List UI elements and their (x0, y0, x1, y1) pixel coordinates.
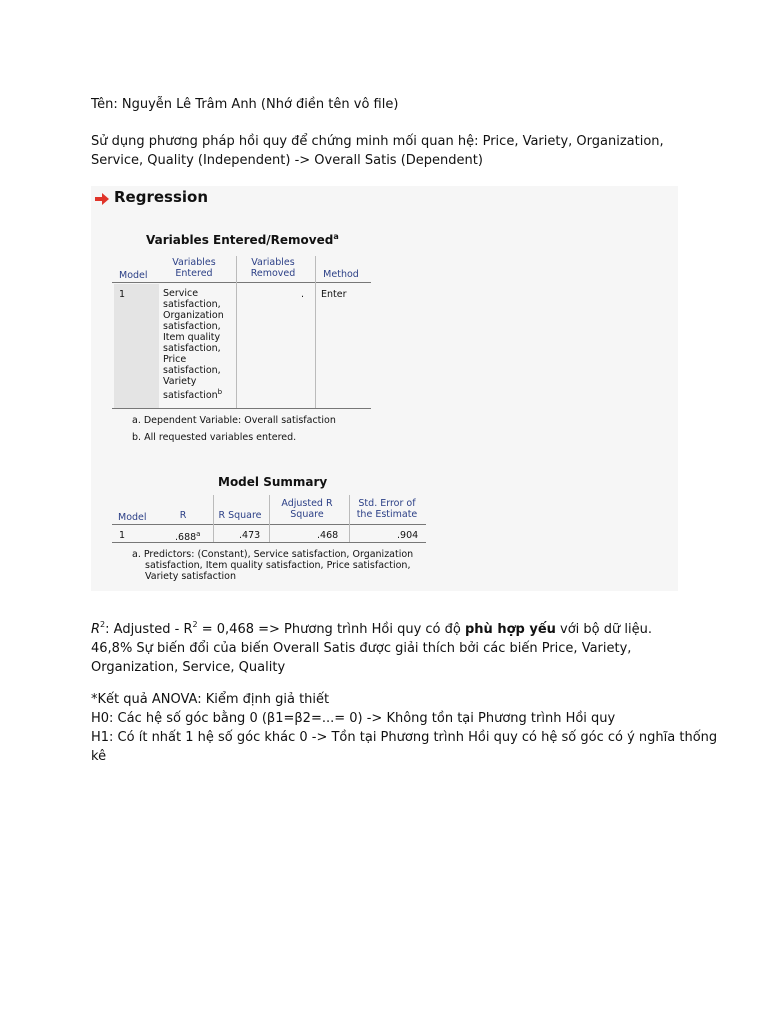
model-column-shade (114, 284, 159, 408)
cell-variables-removed: . (301, 289, 305, 300)
hypothesis-h0: H0: Các hệ số góc bằng 0 (β1=β2=...= 0) -> Không tồn tại Phương trình Hồi quy (91, 711, 616, 726)
column-divider (349, 495, 350, 542)
cell-r-square: .473 (239, 530, 261, 541)
anova-section (91, 690, 718, 766)
col-header-std-error: Std. Error of the Estimate (356, 498, 418, 520)
cell-std-error: .904 (397, 530, 419, 541)
hypothesis-h1: H1: Có ít nhất 1 hệ số góc khác 0 -> Tồn tại Phương trình Hồi quy có hệ số góc có ý nghĩa thống (91, 730, 718, 745)
header-rule (112, 282, 371, 283)
r-squared-interpretation: $R^2$: Adjusted - $R^2 = 0,468$ => Phương trình Hồi quy có độ phù hợp yếu với bộ dữ liệu. 46,8% Sự biến đổi của biến Overall Satis được giải thích bởi các biến Price, Variety, Organization, Service, Quality (91, 620, 652, 675)
cell-model: 1 (119, 530, 126, 541)
col-header-adjusted-r-square: Adjusted R Square (281, 498, 333, 520)
regression-heading: Regression (114, 188, 209, 206)
col-header-r-square: R Square (218, 510, 262, 521)
red-arrow-icon (95, 193, 109, 205)
footnote-a: a. Dependent Variable: Overall satisfaction (132, 415, 336, 426)
table-bottom-rule (112, 542, 426, 543)
column-divider (315, 256, 316, 408)
table-bottom-rule (112, 408, 371, 409)
cell-variables-entered: Service satisfaction, Organization satisfaction, Item quality satisfaction, Price satisfaction, Variety satisfaction$^b$ (163, 288, 224, 401)
name-line: Tên: Nguyễn Lê Trâm Anh (Nhớ điền tên vô file) (91, 97, 399, 112)
column-divider (269, 495, 270, 542)
model-summary-title: Model Summary (218, 475, 328, 489)
col-header-r: R (179, 510, 187, 521)
cell-adjusted-r-square: .468 (317, 530, 339, 541)
col-header-variables-removed: Variables Removed (250, 257, 296, 279)
predictors-note: a. Predictors: (Constant), Service satisfaction, Organization (132, 549, 414, 560)
spss-output-panel (91, 186, 678, 591)
column-divider (236, 256, 237, 408)
predictors-note: Variety satisfaction (145, 571, 237, 582)
cell-r: .688$^a$ (175, 530, 201, 543)
predictors-note: satisfaction, Item quality satisfaction, Price satisfaction, (145, 560, 411, 571)
column-divider (213, 495, 214, 542)
intro-paragraph: Sử dụng phương pháp hồi quy để chứng minh mối quan hệ: Price, Variety, Organization, Service, Quality (Independent) -> Overall Satis (Dependent) (91, 134, 664, 168)
footnote-b: b. All requested variables entered. (132, 432, 297, 443)
col-header-method: Method (323, 269, 359, 280)
hypothesis-h1-continued: kê (91, 749, 107, 764)
cell-model: 1 (119, 289, 126, 300)
variables-table-title: Variables Entered/Removed$^a$ (146, 232, 339, 247)
anova-heading: *Kết quả ANOVA: Kiểm định giả thiết (91, 692, 330, 707)
col-header-model: Model (119, 270, 148, 281)
cell-method: Enter (321, 289, 347, 300)
col-header-variables-entered: Variables Entered (172, 257, 216, 279)
col-header-model: Model (118, 512, 147, 523)
